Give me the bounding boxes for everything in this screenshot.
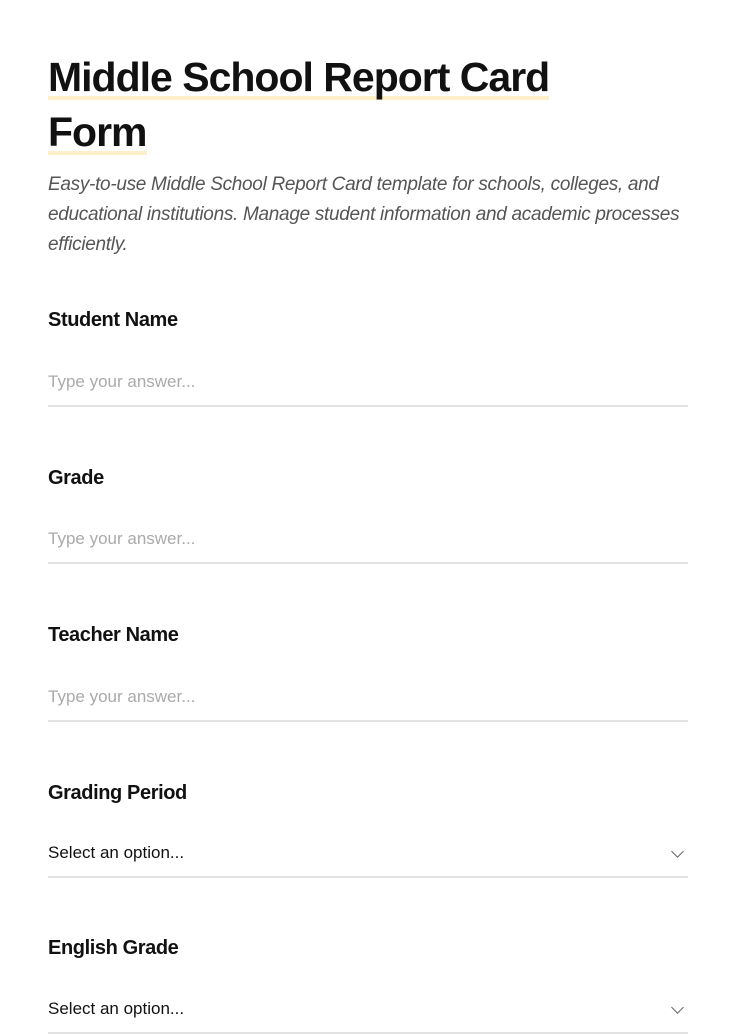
field-label: Grading Period xyxy=(48,782,187,804)
field-label: English Grade xyxy=(48,937,179,959)
chevron-down-icon xyxy=(671,845,684,858)
grade-input[interactable] xyxy=(48,529,688,564)
student-name-input[interactable] xyxy=(48,372,688,407)
field-teacher-name xyxy=(48,624,688,647)
field-student-name xyxy=(48,309,688,332)
select-value: Select an option... xyxy=(48,843,185,862)
english-grade-select[interactable] xyxy=(48,999,688,1034)
form-description: Easy-to-use Middle School Report Card template for schools, colleges, and educational institutions. Manage student information and academic processes efficiently. xyxy=(48,174,680,255)
field-label: Grade xyxy=(48,467,104,489)
select-value: Select an option... xyxy=(48,999,185,1018)
teacher-name-input[interactable] xyxy=(48,687,688,722)
chevron-down-icon xyxy=(671,1001,684,1014)
form xyxy=(48,50,688,260)
field-english-grade xyxy=(48,937,688,1018)
field-grading-period xyxy=(48,782,688,862)
field-grade xyxy=(48,467,688,490)
field-label: Teacher Name xyxy=(48,624,179,646)
field-label: Student Name xyxy=(48,309,178,331)
grading-period-select[interactable] xyxy=(48,843,688,878)
page-title: Middle School Report Card Form xyxy=(48,54,550,155)
